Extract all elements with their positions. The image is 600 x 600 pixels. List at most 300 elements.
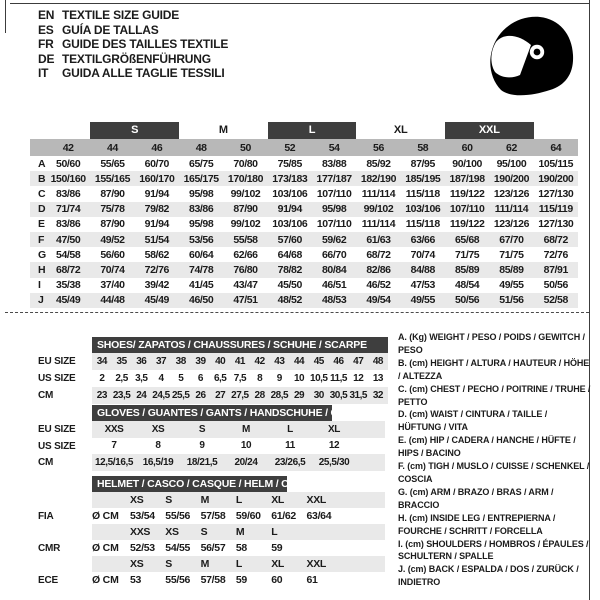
size-group-xxl: XXL [445,122,534,139]
cell: 44/48 [100,294,125,307]
cell: 53/56 [189,233,214,246]
cell: 70/74 [100,263,125,276]
helmet-value: 58 [235,542,247,554]
cell: 45/50 [277,279,302,292]
cell: 57/60 [277,233,302,246]
cell: 85/92 [366,157,391,170]
cell: 48/53 [321,294,347,307]
cell: 55/58 [233,233,258,246]
helmet-size: XXL [306,558,327,570]
cell: 30,5 [329,390,348,401]
cell: 9 [199,440,205,452]
cell: 123/126 [493,218,530,231]
cell: 42 [254,356,265,367]
cell: 45 [313,356,324,367]
cell: 29 [293,390,305,401]
helmet-row-label: CMR [38,543,61,554]
language-row [38,8,228,23]
dashed-divider [5,312,589,313]
helmet-title: HELMET / CASCO / CASQUE / HELM / CASCO [92,476,287,492]
cell: 2 [99,373,105,384]
row-label: D [38,203,46,216]
cell: XS [151,423,165,435]
helmet-value: 53 [130,574,142,586]
helmet-value: 52/53 [130,542,155,554]
cell: 79/82 [144,203,169,216]
cell: 28 [254,390,265,401]
cell: 111/114 [361,218,396,231]
cell: 155/165 [94,172,131,185]
row-label: F [38,233,45,246]
cell: 62/66 [233,248,258,261]
helmet-value: 59 [235,574,247,586]
cell: 80/84 [321,263,347,276]
cell: 85/89 [454,263,480,276]
cell: 4 [158,373,164,384]
cell: 115/118 [405,187,440,200]
cell: 173/183 [272,172,308,185]
cell: 107/110 [449,203,485,216]
cell: 83/86 [56,187,81,200]
cell: 83/86 [189,203,214,216]
column-header-46: 46 [151,141,163,154]
cell: 75/85 [277,157,302,170]
helmet-size-row [92,556,385,572]
column-header-48: 48 [195,141,207,154]
language-code: EN [38,8,55,22]
cell: 46/50 [189,294,214,307]
cell: 12 [353,373,364,384]
cell: XL [328,423,340,435]
cell: 119/122 [449,218,485,231]
cell: 182/190 [360,172,397,185]
cell: 95/98 [189,187,214,200]
helmet-size: S [200,526,208,538]
unit-label: Ø CM [92,574,119,586]
shoes-row-label: EU SIZE [38,356,76,367]
row-label: C [38,187,46,200]
helmet-value: 53/54 [130,510,155,522]
cell: 37 [155,356,167,367]
cell: 43/47 [233,279,258,292]
cell: 84/88 [410,263,435,276]
column-header-50: 50 [240,141,251,154]
cell: 65/68 [454,233,480,246]
cell: 48/54 [454,279,480,292]
cell: L [287,423,293,435]
cell: 87/90 [100,187,125,200]
cell: 111/114 [361,187,396,200]
legend-item: F. (cm) TIGH / MUSLO / CUISSE / SCHENKEL / COSCIA [398,461,590,484]
cell: M [242,423,250,435]
gloves-row-label: CM [38,457,54,468]
language-row [38,66,228,81]
row-label: G [38,248,46,261]
cell: 91/94 [277,203,302,216]
cell: 36 [136,356,147,367]
cell: 87/90 [233,203,258,216]
cell: 60/70 [144,157,169,170]
column-header-56: 56 [373,141,384,154]
row-label: B [38,172,46,185]
helmet-size: XS [130,558,144,570]
column-header-row [30,139,578,156]
row-label: H [38,263,46,276]
helmet-size: M [200,558,210,570]
size-group-s: S [90,122,179,139]
cell: 103/106 [272,218,308,231]
cell: 18/21,5 [186,456,218,468]
column-header-42: 42 [62,141,74,154]
column-header-62: 62 [506,141,517,154]
cell: 13 [372,373,383,384]
cell: 47/53 [410,279,435,292]
cell: 65/75 [189,157,214,170]
row-label: J [38,294,44,307]
cell: 71/75 [454,248,480,261]
textile-row-e [30,217,578,232]
cell: 90/100 [452,157,482,170]
cell: 23/26,5 [274,456,306,468]
textile-row-g [30,247,578,262]
cell: 56/60 [100,248,125,261]
legend-item: B. (cm) HEIGHT / ALTURA / HAUTEUR / HÖHE / ALTEZZA [398,357,590,381]
helmet-value: 61 [306,574,318,586]
cell: 30 [313,390,324,401]
helmet-size-row [92,524,385,540]
cell: 28,5 [270,390,289,401]
helmet-row-label: ECE [38,575,58,586]
cell: 187/198 [449,172,485,185]
cell: 99/102 [230,187,261,200]
cell: 71/75 [499,248,524,261]
cell: 190/200 [538,172,574,185]
helmet-value: 61/62 [271,510,296,522]
cell: 87/91 [543,263,568,276]
unit-label: Ø CM [92,510,119,522]
cell: 34 [96,356,107,367]
legend-item: H. (cm) INSIDE LEG / ENTREPIERNA / FOURCHE / SCHRITT / FORCELLA [398,512,556,536]
column-header-54: 54 [328,141,340,154]
cell: 38 [175,356,186,367]
cell: 10 [240,440,252,452]
helmet-value: 54/55 [165,542,191,554]
cell: 12 [328,440,340,452]
helmet-value: 63/64 [306,510,332,522]
legend-list [398,331,592,589]
cell: 61/63 [366,233,391,246]
language-row [38,52,228,67]
cell: 83/88 [321,157,347,170]
cell: 105/115 [538,157,574,170]
cell: 45/49 [56,294,81,307]
legend-item: J. (cm) BACK / ESPALDA / DOS / ZURÜCK / INDIETRO [398,564,579,588]
helmet-size: M [200,494,210,506]
cell: 190/200 [493,172,530,185]
cell: 7,5 [233,373,247,384]
cell: 68/72 [543,233,568,246]
helmet-value: 60 [271,574,283,586]
language-title: TEXTILGRÖßENFÜHRUNG [62,51,211,66]
row-label: I [38,279,41,292]
legend-item: I. (cm) SHOULDERS / HOMBROS / ÉPAULES / SCHULTERN / SPALLE [398,538,589,562]
cell: 39 [195,356,206,367]
cell: 7 [111,440,117,452]
gloves-row [92,454,385,471]
cell: 85/89 [499,263,524,276]
cell: 63/66 [410,233,435,246]
cell: 24,5 [152,390,170,401]
helmet-size: XXL [306,494,327,506]
helmet-icon [487,14,575,102]
cell: 50/56 [543,279,568,292]
cell: 111/114 [494,203,529,216]
cell: 48 [372,356,383,367]
cell: 107/110 [316,187,352,200]
cell: 52/58 [543,294,568,307]
shoes-row [92,387,388,404]
cell: 11 [285,440,295,452]
cell: 46/52 [366,279,391,292]
shoes-row-label: CM [38,390,54,401]
helmet-size: L [235,558,243,570]
shoes-row [92,370,388,387]
column-header-44: 44 [107,141,118,154]
cell: 27,5 [231,390,249,401]
cell: 46 [333,356,344,367]
cell: 160/170 [139,172,175,185]
cell: 99/102 [230,218,261,231]
cell: 51/54 [144,233,169,246]
helmet-value: 56/57 [200,542,226,554]
textile-row-i [30,278,578,293]
cell: 5 [178,373,184,384]
cell: 103/106 [272,187,308,200]
cell: 58/62 [144,248,169,261]
cell: 8 [257,373,263,384]
language-title: GUÍA DE TALLAS [62,22,159,37]
gloves-row-label: EU SIZE [38,424,76,435]
cell: 177/187 [316,172,352,185]
helmet-value: 57/58 [200,510,226,522]
cell: 49/54 [366,294,391,307]
cell: 68/72 [56,263,81,276]
language-code: ES [38,22,54,37]
cell: 51/56 [499,294,524,307]
cell: 185/195 [405,172,441,185]
cell: 59/62 [321,233,347,246]
cell: 54/58 [56,248,81,261]
cell: 119/122 [449,187,485,200]
size-group-m: M [218,124,228,136]
cell: 27 [215,390,226,401]
cell: 170/180 [227,172,264,185]
column-header-64: 64 [550,141,562,154]
cell: 115/118 [405,218,440,231]
cell: S [198,423,206,435]
helmet-value: 55/56 [165,510,191,522]
textile-row-c [30,186,578,201]
cell: 24 [136,390,147,401]
cell: 47 [353,356,364,367]
cell: 95/98 [189,218,214,231]
shoes-title: SHOES/ ZAPATOS / CHAUSSURES / SCHUHE / SCARPE [92,337,388,353]
legend-item: A. (Kg) WEIGHT / PESO / POIDS / GEWITCH / PESO [398,332,585,355]
textile-row-d [30,202,578,217]
cell: 60/64 [189,248,214,261]
helmet-size: M [235,526,245,538]
cell: 82/86 [366,263,391,276]
gloves-title: GLOVES / GUANTES / GANTS / HANDSCHUHE / GUANTI [92,405,332,421]
size-group-row [30,122,578,139]
gloves-row [92,421,385,438]
cell: 20/24 [234,456,258,468]
size-group-l: L [268,122,357,139]
cell: 95/100 [496,157,527,170]
legend-item: D. (cm) WAIST / CINTURA / TAILLE / HÜFTUNG / VITA [398,409,548,433]
cell: 87/95 [410,157,435,170]
cell: 8 [155,440,161,452]
cell: 23,5 [112,390,131,401]
cell: 31,5 [349,390,367,401]
cell: 25,5 [172,390,190,401]
helmet-value-row [92,540,385,556]
cell: 41/45 [189,279,214,292]
shoes-row [92,353,388,370]
cell: 26 [195,390,206,401]
cell: 6,5 [213,373,227,384]
cell: 32 [372,390,383,401]
language-title: GUIDE DES TAILLES TEXTILE [62,37,229,52]
helmet-size: S [165,494,173,506]
helmet-row-label: FIA [38,511,54,522]
cell: 127/130 [538,187,574,200]
cell: 103/106 [405,203,441,216]
cell: 3,5 [135,373,148,384]
helmet-size: S [165,558,173,570]
cell: 71/74 [56,203,81,216]
cell: 95/98 [321,203,347,216]
helmet-value-row [92,508,385,524]
language-list [38,8,228,81]
cell: 87/90 [100,218,125,231]
cell: 115/119 [538,203,573,216]
cell: 127/130 [538,218,574,231]
cell: 16,5/19 [142,456,174,468]
cell: 66/70 [321,248,347,261]
cell: 12,5/16,5 [94,456,134,468]
helmet-size: XL [271,558,285,570]
legend-item: C. (cm) CHEST / PECHO / POITRINE / TRUHE / PETTO [398,383,591,407]
helmet-value: 59/60 [235,510,261,522]
column-header-58: 58 [417,141,429,154]
cell: 10 [293,373,305,384]
column-header-60: 60 [461,141,473,154]
language-title: TEXTILE SIZE GUIDE [62,8,180,22]
cell: 91/94 [144,187,169,200]
cell: 9 [276,373,282,384]
cell: 64/68 [277,248,302,261]
cell: 41 [234,356,245,367]
helmet-value-row [92,572,385,588]
helmet-size: XXS [130,526,151,538]
cell: 49/55 [499,279,524,292]
cell: 70/80 [233,157,258,170]
cell: 2,5 [115,373,128,384]
cell: 74/78 [189,263,214,276]
cell: 49/52 [100,233,125,246]
helmet-value: 59 [271,542,283,554]
cell: XXS [104,423,124,435]
gloves-row [92,438,385,455]
helmet-size: L [235,494,243,506]
cell: 37/40 [100,279,125,292]
language-row [38,37,228,52]
helmet-value: 57/58 [200,574,226,586]
cell: 107/110 [316,218,352,231]
cell: 75/78 [100,203,125,216]
row-label: E [38,218,45,231]
cell: 35/38 [56,279,81,292]
language-code: IT [38,66,49,81]
cell: 91/94 [144,218,169,231]
cell: 25,5/30 [318,456,350,468]
textile-table-body [30,156,578,308]
cell: 23 [96,390,107,401]
cell: 67/70 [499,233,524,246]
cell: 10,5 [310,373,328,384]
cell: 72/76 [144,263,169,276]
cell: 55/65 [100,157,125,170]
cell: 39/42 [144,279,169,292]
cell: 50/56 [454,294,480,307]
cell: 99/102 [363,203,394,216]
textile-row-a [30,156,578,171]
language-row [38,23,228,38]
textile-row-h [30,262,578,277]
cell: 76/80 [233,263,258,276]
helmet-size-row [92,492,385,508]
language-code: FR [38,37,54,52]
language-code: DE [38,51,55,66]
cell: 47/51 [233,294,258,307]
unit-label: Ø CM [92,542,119,554]
helmet-size: XL [271,494,285,506]
cell: 165/175 [183,172,219,185]
cell: 72/76 [543,248,568,261]
legend-item: E. (cm) HIP / CADERA / HANCHE / HÜFTE / HIPS / BACINO [398,435,576,459]
row-label: A [38,157,46,170]
frame-left-stub [5,0,6,33]
size-group-xl: XL [393,124,408,136]
shoes-row-label: US SIZE [38,373,76,384]
cell: 150/160 [50,172,86,185]
helmet-size: XS [130,494,144,506]
cell: 45/49 [144,294,169,307]
column-header-52: 52 [284,141,296,154]
frame-top-line [10,3,590,4]
cell: 43 [274,356,285,367]
cell: 123/126 [493,187,530,200]
cell: 49/55 [410,294,435,307]
cell: 6 [197,373,203,384]
language-title: GUIDA ALLE TAGLIE TESSILI [62,66,225,81]
cell: 48/52 [277,294,302,307]
cell: 68/72 [366,248,391,261]
legend-item: G. (cm) ARM / BRAZO / BRAS / ARM / BRACCIO [398,486,554,510]
cell: 35 [116,356,127,367]
cell: 70/74 [410,248,435,261]
